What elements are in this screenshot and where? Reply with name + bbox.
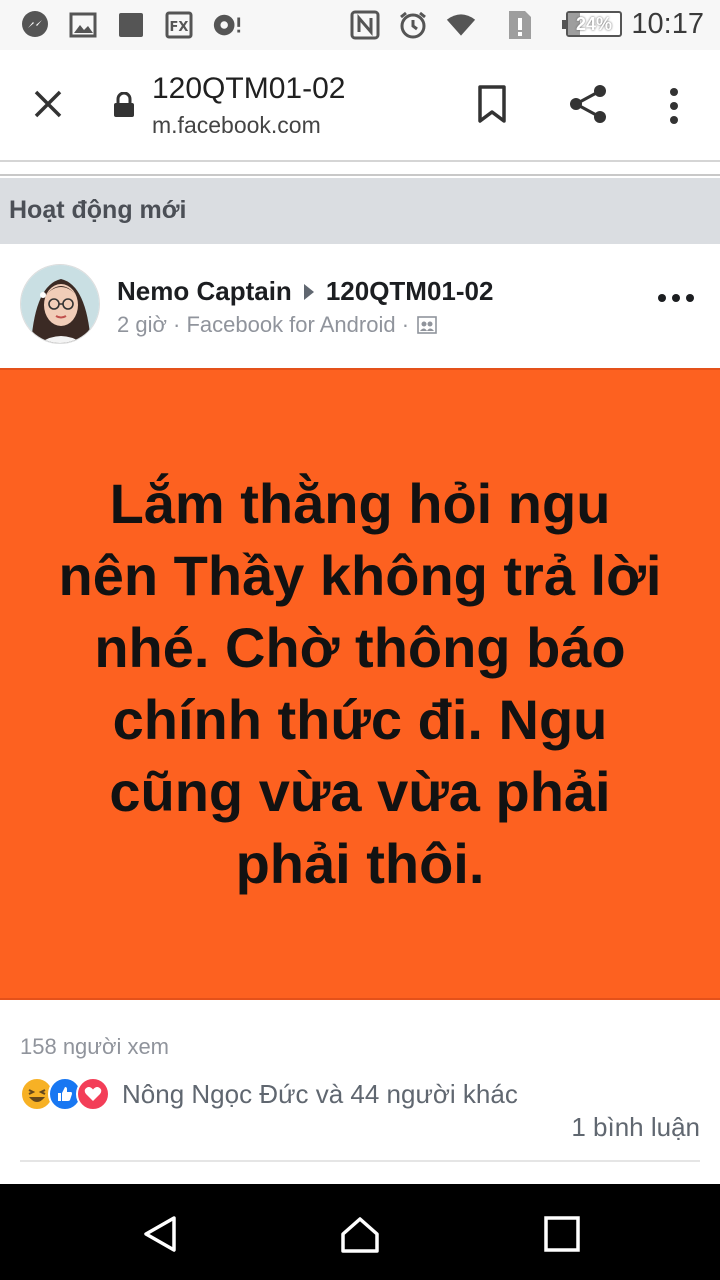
post-body[interactable] <box>0 368 720 1000</box>
battery-icon <box>566 11 622 37</box>
post-author-line <box>117 276 493 307</box>
svg-text:FX: FX <box>169 20 189 35</box>
home-icon <box>340 1214 380 1254</box>
wifi-icon <box>446 10 476 40</box>
reactions-summary[interactable] <box>20 1077 518 1111</box>
back-icon <box>140 1214 180 1254</box>
post-header <box>0 244 720 368</box>
no-sim-icon <box>505 10 535 40</box>
more-horiz-icon <box>656 286 696 310</box>
post-options-button[interactable] <box>656 286 696 310</box>
battery-percent: 24% <box>575 14 613 34</box>
fx-icon <box>164 10 194 40</box>
group-audience-icon <box>417 316 437 334</box>
reaction-names[interactable]: Nông Ngọc Đức và 44 người khác <box>122 1078 518 1109</box>
share-icon <box>566 82 610 126</box>
post-footer <box>0 1000 720 1184</box>
recents-button[interactable] <box>542 1214 582 1254</box>
love-icon <box>76 1077 110 1111</box>
close-tab-button[interactable] <box>30 86 66 122</box>
more-options-button[interactable] <box>660 86 688 126</box>
record-icon <box>212 10 242 40</box>
clock: 10:17 <box>631 8 704 40</box>
back-button[interactable] <box>140 1214 180 1254</box>
bookmark-icon <box>474 84 510 124</box>
app-icon <box>116 10 146 40</box>
post-target-group[interactable]: 120QTM01-02 <box>325 276 494 306</box>
post-meta-text[interactable]: 2 giờ · Facebook for Android · <box>117 312 410 337</box>
author-name[interactable]: Nemo Captain <box>117 276 292 306</box>
android-nav-bar <box>0 1184 720 1280</box>
arrow-right-icon <box>304 284 314 300</box>
footer-divider <box>20 1160 700 1162</box>
lock-icon[interactable] <box>113 92 135 118</box>
bookmark-button[interactable] <box>474 84 510 124</box>
close-icon <box>30 86 66 122</box>
browser-toolbar <box>0 50 720 162</box>
url-domain[interactable]: m.facebook.com <box>152 112 321 138</box>
alarm-icon <box>398 10 428 40</box>
author-avatar[interactable] <box>20 264 100 344</box>
more-vert-icon <box>660 86 688 126</box>
comment-count[interactable]: 1 bình luận <box>571 1112 700 1142</box>
view-count: 158 người xem <box>20 1034 170 1059</box>
post-meta <box>117 312 437 338</box>
page-title[interactable]: 120QTM01-02 <box>152 72 346 105</box>
share-button[interactable] <box>566 82 610 126</box>
status-bar <box>0 0 720 50</box>
page-top-strip <box>0 162 720 176</box>
home-button[interactable] <box>340 1214 380 1254</box>
messenger-icon <box>20 10 50 40</box>
nfc-icon <box>350 10 380 40</box>
section-header <box>0 178 720 244</box>
section-title: Hoạt động mới <box>9 196 187 224</box>
post-text: Lắm thằng hỏi ngu nên Thầy không trả lời nhé. Chờ thông báo chính thức đi. Ngu cũng vừa vừa phải phải thôi. <box>58 472 662 895</box>
recents-icon <box>542 1214 582 1254</box>
gallery-icon <box>68 10 98 40</box>
